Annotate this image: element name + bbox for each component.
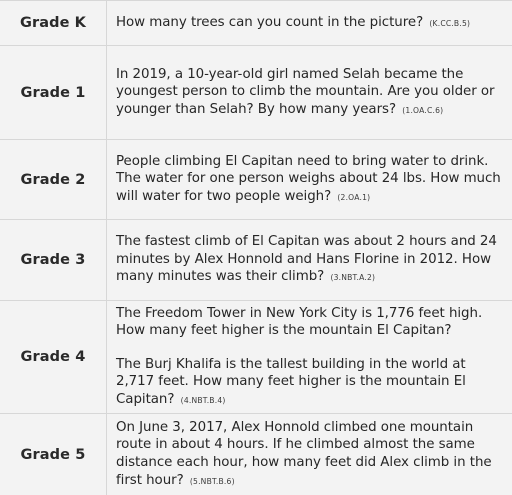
grade-label: Grade 5 — [0, 414, 107, 495]
question-paragraph — [116, 356, 506, 410]
standard-code: (2.OA.1) — [337, 192, 371, 202]
grade-label: Grade K — [0, 1, 107, 45]
table-row — [0, 414, 512, 495]
question-text: The fastest climb of El Capitan was about 2 hours and 24 minutes by Alex Honnold and Hans Florine in 2012. How many minutes was their climb? — [116, 234, 497, 285]
question-cell — [107, 1, 512, 45]
question-paragraph — [116, 66, 506, 120]
question-text: The Freedom Tower in New York City is 1,776 feet high. How many feet higher is the mountain El Capitan? — [116, 305, 483, 339]
grade-label: Grade 3 — [0, 220, 107, 300]
table-row — [0, 1, 512, 46]
table-row — [0, 220, 512, 301]
question-paragraph — [116, 233, 506, 287]
question-paragraph — [116, 305, 506, 340]
question-cell — [107, 301, 512, 413]
question-cell — [107, 46, 512, 139]
question-cell — [107, 220, 512, 300]
standard-code: (5.NBT.B.6) — [189, 476, 235, 486]
question-text: In 2019, a 10-year-old girl named Selah became the youngest person to climb the mountain. Are you older or younger than Selah? By how many years? — [116, 66, 495, 117]
question-text: How many trees can you count in the picture? — [116, 14, 424, 30]
grade-label: Grade 1 — [0, 46, 107, 139]
table-row — [0, 46, 512, 140]
question-cell — [107, 414, 512, 495]
standard-code: (1.OA.C.6) — [402, 105, 444, 115]
question-text: On June 3, 2017, Alex Honnold climbed one mountain route in about 4 hours. If he climbed almost the same distance each hour, how many feet did Alex climb in the first hour? — [116, 419, 492, 488]
grade-label: Grade 4 — [0, 301, 107, 413]
question-paragraph — [116, 153, 506, 207]
grade-label: Grade 2 — [0, 140, 107, 219]
question-cell — [107, 140, 512, 219]
table-row — [0, 140, 512, 220]
standard-code: (K.CC.B.5) — [429, 18, 471, 28]
standard-code: (3.NBT.A.2) — [330, 273, 376, 283]
question-text: The Burj Khalifa is the tallest building in the world at 2,717 feet. How many feet higher is the mountain El Capitan? — [116, 356, 466, 407]
question-paragraph — [116, 419, 506, 490]
standard-code: (4.NBT.B.4) — [180, 395, 226, 405]
question-paragraph — [116, 14, 506, 33]
question-text: People climbing El Capitan need to bring water to drink. The water for one person weighs about 24 lbs. How much will water for two people weigh? — [116, 153, 501, 204]
table-row — [0, 301, 512, 414]
